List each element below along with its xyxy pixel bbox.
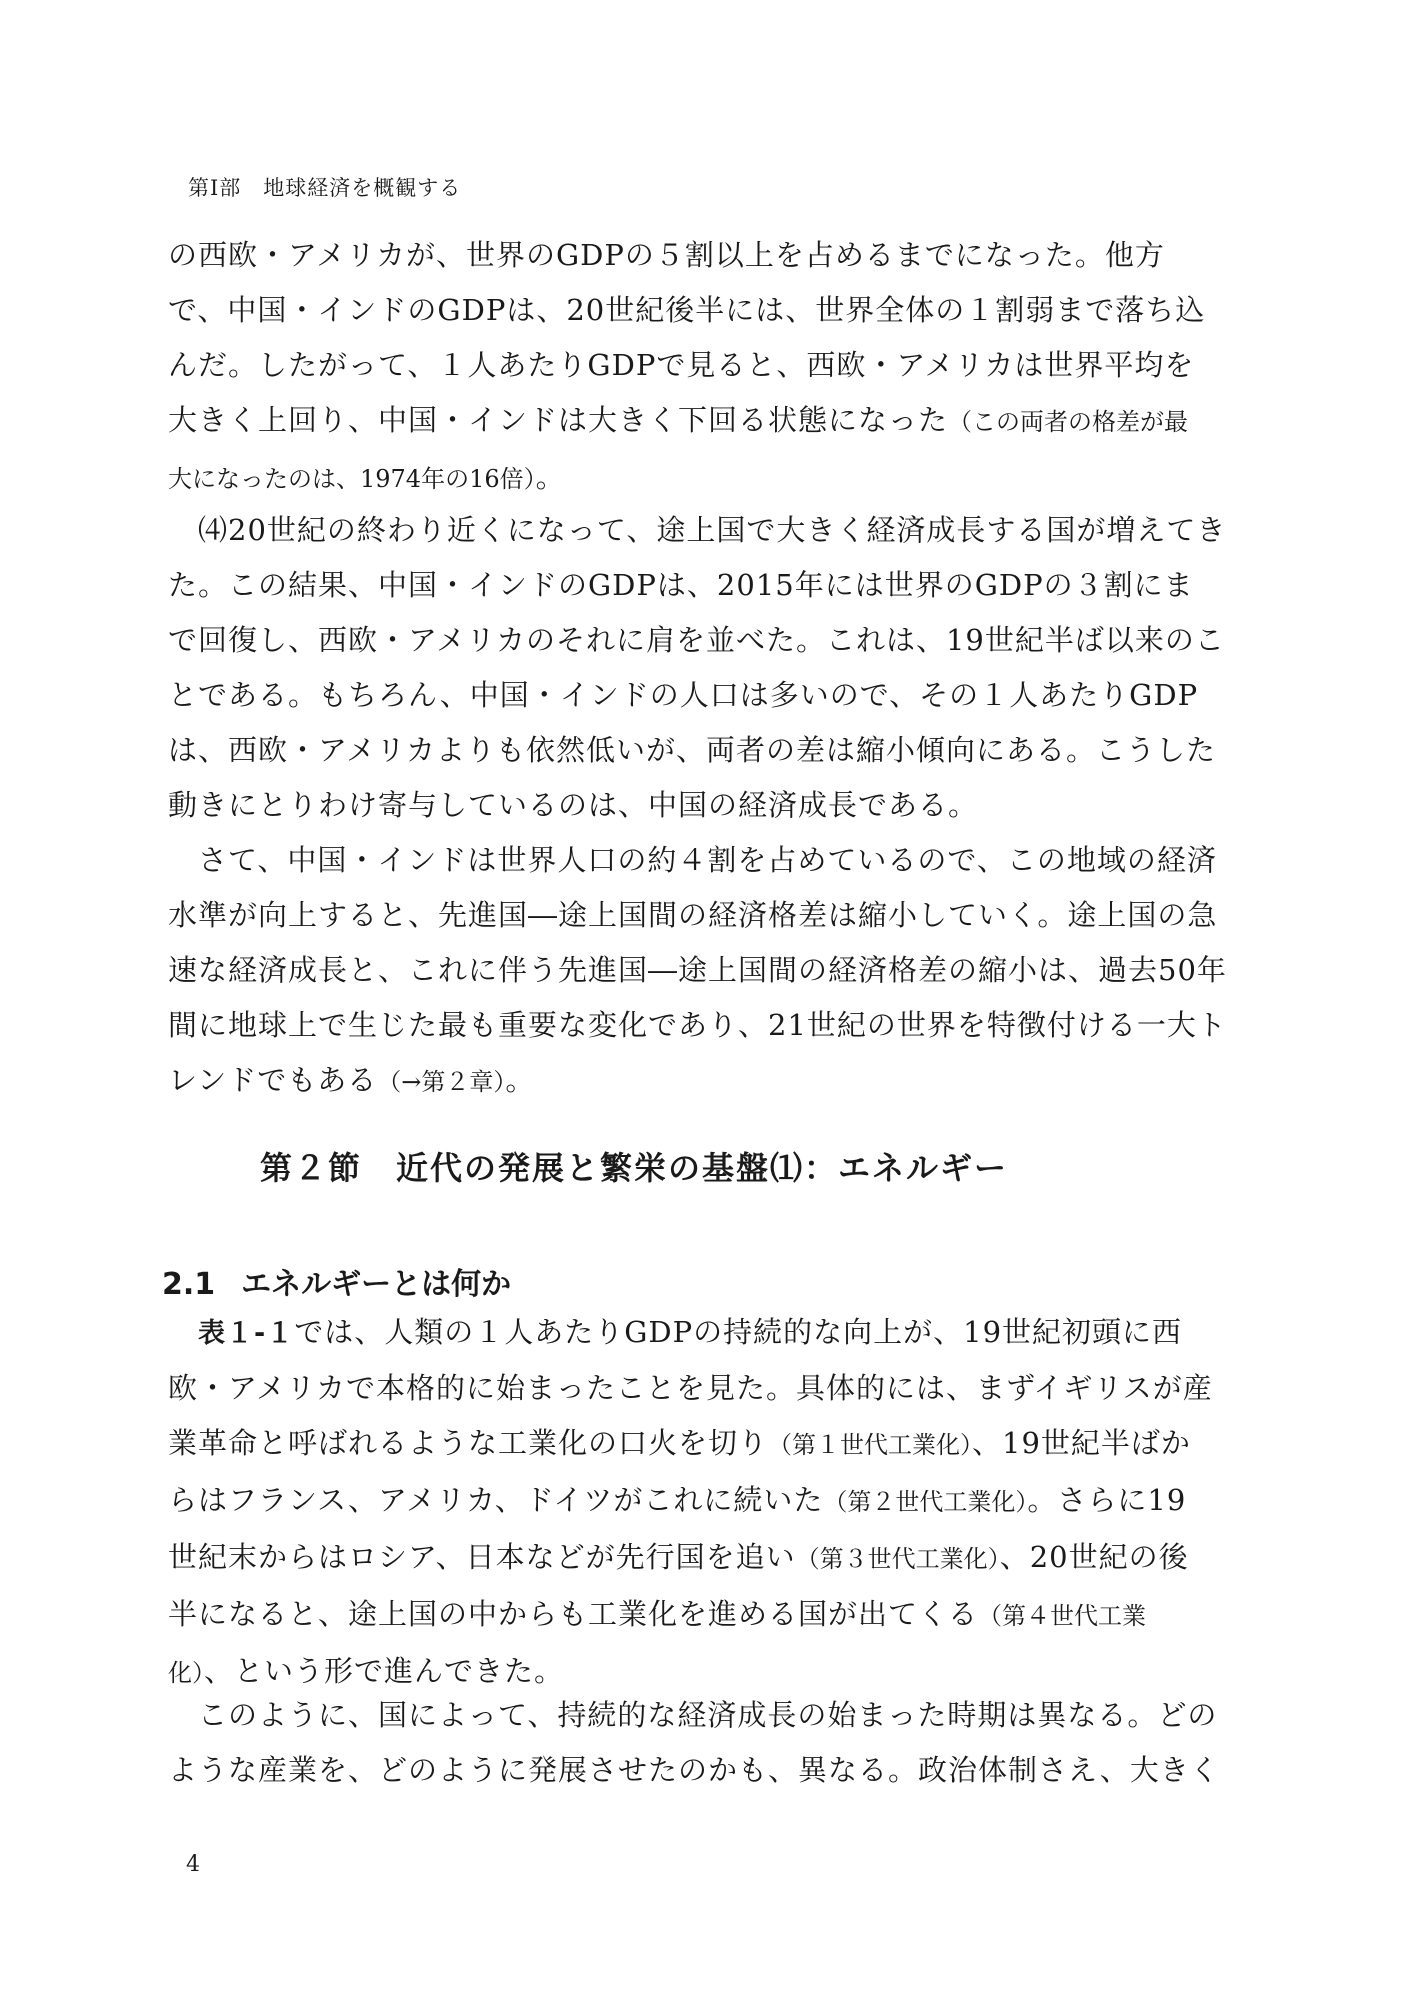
subsection-number: 2.1 xyxy=(162,1267,216,1302)
text-span: 半になると、途上国の中からも工業化を進める国が出てくる xyxy=(168,1597,979,1631)
parenthetical-note: 大になったのは、1974年の16倍） xyxy=(168,465,536,493)
text-span: 。 xyxy=(535,460,566,494)
paragraph-summary xyxy=(168,833,1232,1110)
parenthetical-note: （第３世代工業化） xyxy=(795,1545,1000,1573)
page-number: 4 xyxy=(186,1852,200,1877)
text-span: 。さらに19 xyxy=(1027,1483,1187,1517)
text-span: 、19世紀半ばか xyxy=(972,1426,1191,1460)
parenthetical-note: （第１世代工業化） xyxy=(768,1431,973,1459)
text-span: 。 xyxy=(505,1063,536,1097)
text-span: らはフランス、アメリカ、ドイツがこれに続いた xyxy=(168,1483,824,1517)
subsection-heading xyxy=(162,1259,511,1303)
text-line xyxy=(168,393,1232,450)
text-line xyxy=(168,1305,1232,1361)
paragraph-point-4 xyxy=(168,503,1232,833)
text-line: で、中国・インドのGDPは、20世紀後半には、世界全体の１割弱まで落ち込 xyxy=(168,293,1206,327)
paragraph-differences xyxy=(168,1688,1232,1798)
subsection-title: エネルギーとは何か xyxy=(241,1267,512,1302)
text-line xyxy=(168,1530,1232,1587)
text-line: このように、国によって、持続的な経済成長の始まった時期は異なる。どの xyxy=(198,1698,1218,1732)
text-line: 速な経済成長と、これに伴う先進国―途上国間の経済格差の縮小は、過去50年 xyxy=(168,953,1227,987)
text-line: さて、中国・インドは世界人口の約４割を占めているので、この地域の経済 xyxy=(198,843,1217,877)
cross-reference: （→第２章） xyxy=(377,1068,506,1096)
text-line: ような産業を、どのように発展させたのかも、異なる。政治体制さえ、大きく xyxy=(168,1753,1220,1787)
text-line: 間に地球上で生じた最も重要な変化であり、21世紀の世界を特徴付ける一大ト xyxy=(168,1008,1227,1042)
text-line: ⑷20世紀の終わり近くになって、途上国で大きく経済成長する国が増えてき xyxy=(198,513,1227,547)
parenthetical-note: （第４世代工業 xyxy=(978,1602,1147,1630)
parenthetical-note: （この両者の格差が最 xyxy=(948,408,1189,436)
text-span: レンドでもある xyxy=(168,1063,378,1097)
text-line: とである。もちろん、中国・インドの人口は多いので、その１人あたりGDP xyxy=(168,678,1199,712)
text-line: 欧・アメリカで本格的に始まったことを見た。具体的には、まずイギリスが産 xyxy=(168,1371,1213,1405)
table-reference: 表１‐１ xyxy=(198,1318,295,1349)
text-span: 、20世紀の後 xyxy=(999,1540,1189,1574)
text-span: では、人類の１人あたりGDPの持続的な向上が、19世紀初頭に西 xyxy=(294,1315,1183,1349)
text-span: 、という形で進んできた。 xyxy=(204,1654,565,1688)
text-line: んだ。したがって、１人あたりGDPで見ると、西欧・アメリカは世界平均を xyxy=(168,348,1195,382)
text-line: た。この結果、中国・インドのGDPは、2015年には世界のGDPの３割にま xyxy=(168,568,1194,602)
section-heading: 第２節 近代の発展と繁栄の基盤⑴：エネルギー xyxy=(260,1149,1009,1187)
text-line xyxy=(168,1416,1232,1473)
paragraph-continuation xyxy=(168,228,1232,507)
text-span: 大きく上回り、中国・インドは大きく下回る状態になった xyxy=(168,403,949,437)
text-line: 水準が向上すると、先進国―途上国間の経済格差は縮小していく。途上国の急 xyxy=(168,898,1218,932)
text-span: 業革命と呼ばれるような工業化の口火を切り xyxy=(168,1426,769,1460)
parenthetical-note: （第２世代工業化） xyxy=(823,1488,1028,1516)
text-line: 動きにとりわけ寄与しているのは、中国の経済成長である。 xyxy=(168,788,979,822)
parenthetical-note: 化） xyxy=(168,1659,204,1687)
text-line xyxy=(168,1473,1232,1530)
text-line xyxy=(168,450,1232,507)
text-line xyxy=(168,1587,1232,1644)
text-span: 世紀末からはロシア、日本などが先行国を追い xyxy=(168,1540,796,1574)
paragraph-industrialization xyxy=(168,1305,1232,1701)
text-line: の西欧・アメリカが、世界のGDPの５割以上を占めるまでになった。他方 xyxy=(168,238,1165,272)
text-line: は、西欧・アメリカよりも依然低いが、両者の差は縮小傾向にある。こうした xyxy=(168,733,1216,767)
text-line: で回復し、西欧・アメリカのそれに肩を並べた。これは、19世紀半ば以来のこ xyxy=(168,623,1225,657)
text-line xyxy=(168,1053,1232,1110)
running-header: 第Ⅰ部 地球経済を概観する xyxy=(188,176,462,200)
